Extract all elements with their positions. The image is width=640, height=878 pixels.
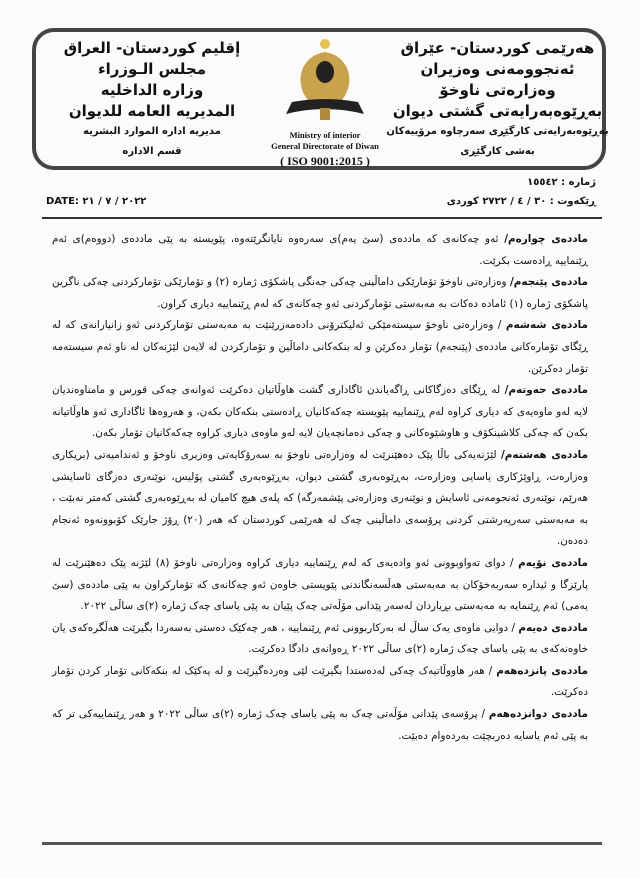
article-label: ماددەی نۆیەم xyxy=(518,556,588,569)
header-divider xyxy=(42,217,602,219)
article-text: / دوایی ماوەی یەک ساڵ لە بەرکاربوونی ئەم ڕێنماییە ، هەر چەکێک دەستی بەسەردا بگیرێت هەڵگرەکەی یان خاوەنەکەی بە پێی یاسای چەک ژمارە (٢)ی ساڵی ٢٠٢٢ ڕەوانەی دادگا دەکرێت. xyxy=(52,621,588,656)
article-text: لێژنەیەکی باڵا پێک دەهێنرێت لە وەزارەتی ناوخۆ بە سەرۆکایەتی وەزیری ناوخۆ و ئەندامیەتی (بریکاری وەزارەت، ڕاوێژکاری یاسایی وەزارەت، بەڕێوەبەری گشتی دیوان، بەڕێوەبەری گشتی پۆلیس، نوێنەری دەزگای ئاسایشی هەرێم، نوێنەری ئەنجومەنی ئاسایش و نوێنەری وەزارەتی پێشمەرگە) کە پلەی هیچ کامیان لە بەڕێوەبەری گشتی کەمتر نەبێت ، بە مەبەستی سەرپەرشتی کردنی پرۆسەی داماڵینی چەک لە هەرێمی کوردستان کە هەر (٢٠) ڕۆژ جارێک کۆبوونەوە ئەنجام دەدەن. xyxy=(52,448,588,548)
article-text: ئەو چەکانەی کە ماددەی (سێ یەم)ی سەرەوە نایانگرێتەوە، پێویستە بە پێی ماددەی (دووەم)ی ئەم ڕێنماییە ڕادەست بکرێت. xyxy=(52,233,588,267)
arabic-line: مجلس الـوزراء xyxy=(97,60,207,78)
article xyxy=(52,445,588,553)
footer-divider xyxy=(42,842,602,845)
article xyxy=(52,704,588,747)
article-text: / وەزارەتی ناوخۆ سیستەمێکی ئەلیکترۆنی دادەمەزرێنێت بە مەبەستی تۆمارکردنی ئەو زانیارانەی کە لە ڕێگای تۆمارەکانی ماددەی (پێنجەم) تۆمار دەکرێن و لە بنکەکانی داماڵین و تۆمارکردن لە لایەن لێژنەکان لە ناو ئەم سیستەمە تۆمار دەکرێن. xyxy=(52,319,588,375)
arabic-line: إقليم كوردستان- العراق xyxy=(63,39,241,57)
article xyxy=(52,661,588,704)
article-label: ماددەی حەوتەم/ xyxy=(504,384,588,397)
kurdish-line: بەڕێوەبەرایەتی گشتی دیوان xyxy=(392,102,603,120)
iso-label: ( ISO 9001:2015 ) xyxy=(280,154,370,168)
arabic-line: المديريه العامه للديوان xyxy=(68,102,236,120)
article-label: ماددەی دوانزدەهەم xyxy=(488,708,588,721)
kurdistan-eagle-emblem-icon xyxy=(280,38,370,126)
kurdish-line: وەزارەتی ناوخۆ xyxy=(439,81,556,99)
letterhead-kurdish xyxy=(385,38,610,162)
kurdish-date: ڕێکەوت : ٣٠ / ٤ / ٢٧٢٢ کوردی xyxy=(446,196,596,207)
reference-number: ژمارە : ١٥٥٤٢ xyxy=(527,177,596,188)
article-text: لە ڕێگای دەزگاکانی ڕاگەیاندن ئاگاداری گشت هاوڵاتیان دەکرێت ئەوانەی چەکی قورس و مامناوەندیان لایە لەو ماوەیەی کە دیاری کراوە لەم ڕێنماییە پێویستە چەکەکانیان ڕادەستی بنکەکان بکەن، و هەروەها ئاگاداری ئەو هاوڵاتیانە بکەن کە چەکی کلاشینکۆف و هاوشێوەکانی و چەکی دەمانچەیان لایە لەو ماوەی دیاری کراوە چەکەکانیان تۆمار بکەن. xyxy=(52,384,588,440)
article-label: ماددەی پێنجەم/ xyxy=(510,276,588,289)
arabic-line: قسم الاداره xyxy=(122,146,182,157)
kurdish-line: هەرێمی کوردستان- عێراق xyxy=(400,39,595,57)
article-label: ماددەی شەشەم xyxy=(505,319,588,332)
article-text: / پرۆسەی پێدانی مۆڵەتی چەک بە پێی یاسای چەک ژمارە (٢)ی ساڵی ٢٠٢٢ و هەر ڕێنماییەکی تر کە بە پێی ئەم یاسایە دەربچێت بەردەوام دەبێت. xyxy=(52,708,588,742)
article xyxy=(52,618,588,661)
letterhead-arabic xyxy=(42,38,262,162)
kurdish-line: بەشی کارگێڕی xyxy=(460,146,535,157)
article-label: ماددەی چوارەم/ xyxy=(504,233,588,245)
date: DATE: ٢٠٢٢ / ٧ / ٢١ xyxy=(46,196,147,207)
arabic-line: مديريه اداره الموارد البشريه xyxy=(83,126,221,137)
article xyxy=(52,315,588,380)
article-text: / دوای تەواوبوونی ئەو وادەیەی کە لەم ڕێنماییە دیاری کراوە وەزارەتی ناوخۆ (٨) لێژنە پێک دەهێنرێت لە پارێزگا و ئیدارە سەربەخۆکان بە مەبەستی هەڵسەنگاندنی پێویستی خاوەن ئەو چەکانەی کە تۆمارکراون بە پێی ماددەی (سێ یەمی) ئەم ڕێنمایە بە مەبەستی بڕیاردان لەسەر پێدانی مۆڵەتی چەک پێیان بە پێی یاسای چەک ژمارە (٢)ی ساڵی ٢٠٢٢. xyxy=(52,556,588,613)
article-label: ماددەی دەیەم xyxy=(518,621,588,634)
document-body xyxy=(52,229,588,747)
arabic-line: وزاره الداخليه xyxy=(100,81,204,99)
article xyxy=(52,229,588,272)
english-line: Ministry of interior xyxy=(289,130,361,140)
ministry-logo xyxy=(270,38,380,169)
article-label: ماددەی هەشتەم/ xyxy=(500,448,589,461)
kurdish-line: بەڕێوەبەرایەتی کارگێڕی سەرچاوە مرۆییەکان xyxy=(386,126,609,137)
english-line: General Directorate of Diwan xyxy=(271,141,379,151)
article xyxy=(52,272,588,315)
article xyxy=(52,380,588,445)
article-label: ماددەی پانزدەهەم xyxy=(496,664,589,677)
kurdish-line: ئەنجوومەنی وەزیران xyxy=(420,60,575,78)
article xyxy=(52,553,588,618)
article-text: / هەر هاووڵاتیەک چەکی لەدەستدا بگیرێت لێی وەردەگیرێت و لە یەکێک لە بنکەکانی تۆمار کردن تۆمار دەکرێت. xyxy=(52,664,588,699)
article-text: وەزارەتی ناوخۆ تۆمارێکی داماڵینی چەکی جەنگی پاشکۆی ژمارە (٢) و تۆمارێکی تۆمارکردنی چەکی ناگرین پاشکۆی ژمارە (١) ئامادە دەکات بە مەبەستی تۆمارکردنی ئەو چەکانەی کە لەم ڕێنماییە دیاری کراون. xyxy=(52,276,588,310)
